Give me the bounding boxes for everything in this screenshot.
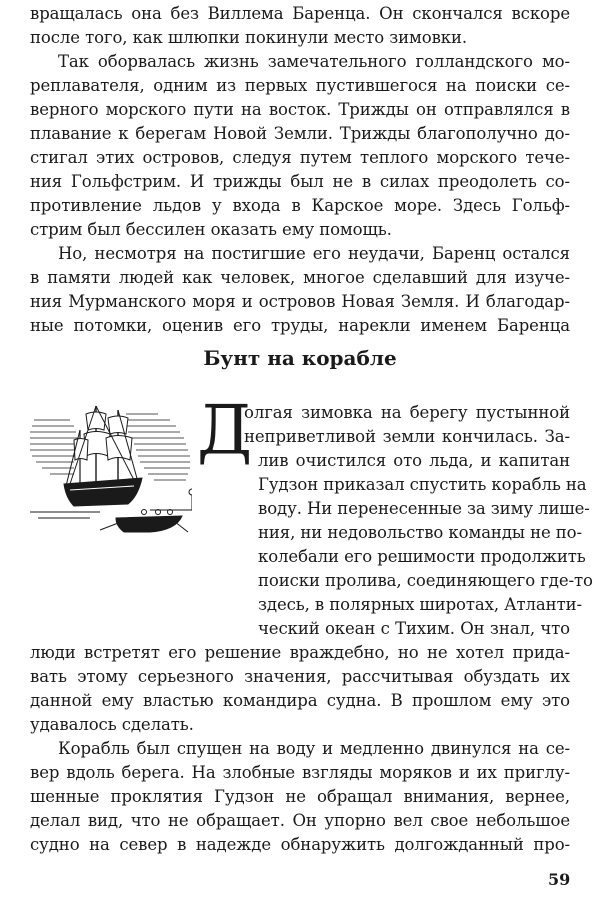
wrap-line: неприветливой земли кончилась. За- bbox=[244, 427, 570, 446]
paragraph-line: реплавателя, одним из первых пустившегося на поиски се- bbox=[30, 76, 570, 95]
wrap-line: ния, ни недовольство команды не по- bbox=[258, 523, 582, 542]
paragraph-line: шенные проклятия Гудзон не обращал внимания, вернее, bbox=[30, 787, 570, 806]
wrap-line: лив очистился ото льда, и капитан bbox=[258, 451, 570, 470]
intro-line: после того, как шлюпки покинули место зимовки. bbox=[30, 28, 468, 47]
paragraph-line: вать этому серьезного значения, рассчитывая обуздать их bbox=[30, 667, 570, 686]
paragraph-line: стигал этих островов, следуя путем теплого морского тече- bbox=[30, 148, 570, 167]
intro-line: вращалась она без Виллема Баренца. Он скончался вскоре bbox=[30, 4, 570, 23]
chapter-heading: Бунт на корабле bbox=[203, 346, 397, 370]
paragraph-line: Корабль был спущен на воду и медленно двинулся на се- bbox=[58, 739, 570, 758]
wrap-line: колебали его решимости продолжить bbox=[258, 547, 586, 566]
paragraph-line: плавание к берегам Новой Земли. Трижды благополучно до- bbox=[30, 124, 570, 143]
paragraph-line: ния Мурманского моря и островов Новая Земля. И благодар- bbox=[30, 292, 570, 311]
drop-cap: Д bbox=[197, 392, 253, 471]
paragraph-line: люди встретят его решение враждебно, но не хотел прида- bbox=[30, 643, 570, 662]
paragraph-line: ные потомки, оценив его труды, нарекли именем Баренца bbox=[30, 316, 570, 335]
page-number: 59 bbox=[548, 870, 571, 889]
paragraph-line: стрим был бессилен оказать ему помощь. bbox=[30, 220, 392, 239]
paragraph-line: данной ему властью командира судна. В прошлом ему это bbox=[30, 691, 570, 710]
paragraph-line: Но, несмотря на постигшие его неудачи, Баренц остался bbox=[58, 244, 570, 263]
paragraph-line: делал вид, что не обращает. Он упорно вел свое небольшое bbox=[30, 811, 570, 830]
paragraph-line: вер вдоль берега. На злобные взгляды моряков и их приглу- bbox=[30, 763, 570, 782]
paragraph-line: судно на север в надежде обнаружить долгожданный про- bbox=[30, 835, 570, 854]
paragraph-line: в памяти людей как человек, многое сделавший для изуче- bbox=[30, 268, 570, 287]
paragraph-line: противление льдов у входа в Карское море. Здесь Гольф- bbox=[30, 196, 570, 215]
wrap-line: здесь, в полярных широтах, Атланти- bbox=[258, 595, 582, 614]
paragraph-line: удавалось сделать. bbox=[30, 715, 194, 734]
wrap-line: ческий океан с Тихим. Он знал, что bbox=[258, 619, 570, 638]
ship-illustration bbox=[30, 400, 192, 536]
wrap-line: олгая зимовка на берегу пустынной bbox=[244, 403, 570, 422]
paragraph-line: верного морского пути на восток. Трижды он отправлялся в bbox=[30, 100, 570, 119]
wrap-line: воду. Ни перенесенные за зиму лише- bbox=[258, 499, 590, 518]
paragraph-line: ния Гольфстрим. И трижды был не в силах преодолеть со- bbox=[30, 172, 570, 191]
paragraph-line: Так оборвалась жизнь замечательного голландского мо- bbox=[58, 52, 570, 71]
wrap-line: поиски пролива, соединяющего где-то bbox=[258, 571, 593, 590]
wrap-line: Гудзон приказал спустить корабль на bbox=[258, 475, 587, 494]
